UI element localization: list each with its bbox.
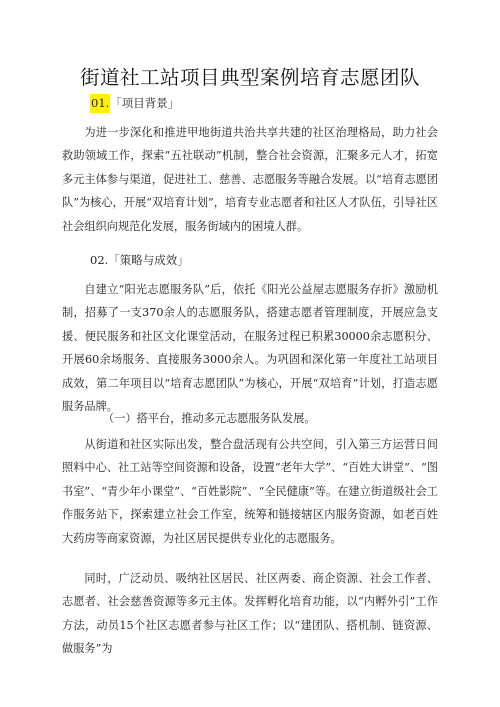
subheading-platform: （一）搭平台，推动多元志愿服务队发展。	[103, 412, 316, 425]
section-heading-background	[90, 95, 179, 111]
section-label: 「项目背景」	[110, 96, 180, 110]
page-title: 街道社工站项目典型案例培育志愿团队	[79, 66, 420, 89]
paragraph-mobilize: 同时，广泛动员、吸纳社区居民、社区两委、商企资源、社会工作者、志愿者、社会慈善资源等多元主体。发挥孵化培育功能，以“内孵外引”工作方法，动员15个社区志愿者参与社区工作；以“建团队、搭机制、链资源、做服务”为	[62, 572, 438, 656]
section-number: 02.	[90, 253, 109, 267]
paragraph-platform: 从街道和社区实际出发，整合盘活现有公共空间，引入第三方运营日间照料中心、社工站等空间资源和设备，设置“老年大学”、“百姓大讲堂”、“图书室”、“青少年小课堂”、“百姓影院”、“全民健康”等。在建立街道级社会工作服务站下，探索建立社会工作室，统筹和链接辖区内服务资源，如老百姓大药房等商家资源，为社区居民提供专业化的志愿服务。	[62, 438, 438, 545]
paragraph-strategy: 自建立“阳光志愿服务队”后，依托《阳光公益屋志愿服务存折》激励机制，招募了一支370余人的志愿服务队，搭建志愿者管理制度，开展应急支援、便民服务和社区文化课堂活动，在服务过程已积累30000余志愿积分、开展60余场服务、直接服务3000余人。为巩固和深化第一年度社工站项目成效，第二年项目以“培育志愿团队”为核心，开展“双培育”计划，打造志愿服务品牌。	[62, 283, 438, 414]
section-number-highlight: 01.	[90, 94, 110, 113]
section-heading-strategy	[90, 252, 189, 268]
paragraph-background: 为进一步深化和推进甲地街道共治共享共建的社区治理格局，助力社会救助领域工作，探索“五社联动”机制，整合社会资源，汇聚多元人才，拓宽多元主体参与渠道，促进社工、慈善、志愿服务等融合发展。以“培育志愿团队”为核心，开展“双培育计划”，培育专业志愿者和社区人才队伍，引导社区社会组织向规范化发展，服务街域内的困境人群。	[62, 126, 438, 233]
section-label: 「策略与成效」	[108, 253, 189, 267]
